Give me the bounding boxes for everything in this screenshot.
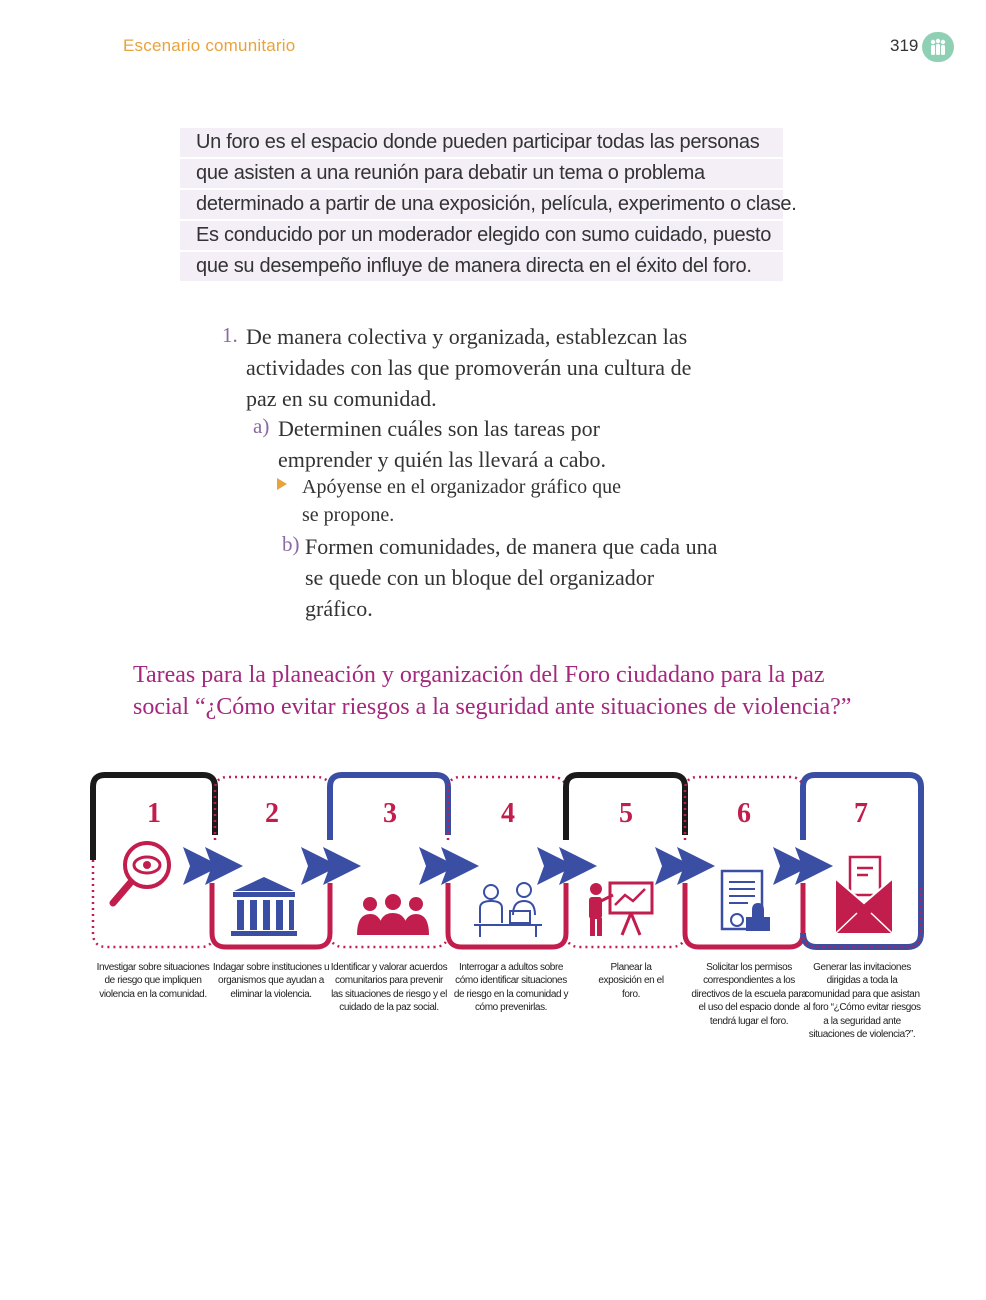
- bullet-arrow-icon: [277, 478, 287, 490]
- document-stamp-icon: [722, 871, 770, 931]
- magnifier-eye-icon: [113, 843, 169, 903]
- institution-building-icon: [231, 877, 297, 936]
- step-caption: Interrogar a adultos sobre cómo identificar situaciones de riesgo en la comunidad y cómo prevenirlas.: [453, 962, 569, 1014]
- step-caption: Investigar sobre situaciones de riesgo que impliquen violencia en la comunidad.: [96, 962, 210, 1000]
- step-number: 3: [383, 798, 397, 829]
- subquestion-a-label: a): [253, 414, 270, 438]
- question-text: De manera colectiva y organizada, establezcan las actividades con las que promoverán una cultura de paz en su comunidad.: [246, 324, 692, 411]
- double-chevron-icon: [537, 847, 597, 885]
- subquestion-b-text: Formen comunidades, de manera que cada una se quede con un bloque del organizador gráfico.: [305, 534, 718, 621]
- graphic-organizer: [0, 765, 986, 965]
- double-chevron-icon: [419, 847, 479, 885]
- definition-line: determinado a partir de una exposición, película, experimento o clase.: [180, 190, 783, 219]
- definition-line: Es conducido por un moderador elegido con sumo cuidado, puesto: [180, 221, 783, 250]
- step-caption: Identificar y valorar acuerdos comunitarios para prevenir las situaciones de riesgo y el cuidado de la paz social.: [330, 962, 448, 1014]
- step-caption: Generar las invitaciones dirigidas a toda la comunidad para que asistan al foro “¿Cómo evitar riesgos a la seguridad ante situaciones de violencia?”.: [803, 962, 921, 1041]
- subquestion-a-text: Determinen cuáles son las tareas por emprender y quién las llevará a cabo.: [278, 416, 607, 472]
- step-caption: Indagar sobre instituciones u organismos que ayudan a eliminar la violencia.: [212, 962, 330, 1000]
- double-chevron-icon: [301, 847, 361, 885]
- section-header: Escenario comunitario: [123, 36, 296, 55]
- presenter-board-icon: [589, 883, 652, 936]
- step-caption: Solicitar los permisos correspondientes a los directivos de la escuela para el uso del espacio donde tendrá lugar el foro.: [691, 962, 807, 1027]
- step-number: 1: [147, 798, 161, 829]
- community-people-icon: [922, 32, 954, 62]
- step-caption: Planear la exposición en el foro.: [598, 962, 664, 1000]
- step-number: 7: [854, 798, 868, 829]
- step-number: 2: [265, 798, 279, 829]
- step-number: 4: [501, 798, 515, 829]
- organizer-title: Tareas para la planeación y organización del Foro ciudadano para la paz social “¿Cómo evitar riesgos a la seguridad ante situaciones de violencia?”: [133, 662, 852, 720]
- double-chevron-icon: [773, 847, 833, 885]
- envelope-letter-icon: [836, 857, 892, 933]
- step-number: 5: [619, 798, 633, 829]
- group-people-icon: [357, 894, 429, 935]
- definition-line: Un foro es el espacio donde pueden participar todas las personas: [180, 128, 783, 157]
- definition-line: que asisten a una reunión para debatir un tema o problema: [180, 159, 783, 188]
- bullet-text: Apóyense en el organizador gráfico que se propone.: [302, 476, 621, 526]
- definition-line: que su desempeño influye de manera directa en el éxito del foro.: [180, 252, 783, 281]
- double-chevron-icon: [655, 847, 715, 885]
- page-number: 319: [890, 36, 919, 55]
- subquestion-b-label: b): [282, 532, 300, 556]
- question-number: 1.: [222, 323, 238, 347]
- double-chevron-icon: [183, 847, 243, 885]
- interview-people-icon: [474, 883, 542, 937]
- step-number: 6: [737, 798, 751, 829]
- definition-box: [180, 128, 797, 283]
